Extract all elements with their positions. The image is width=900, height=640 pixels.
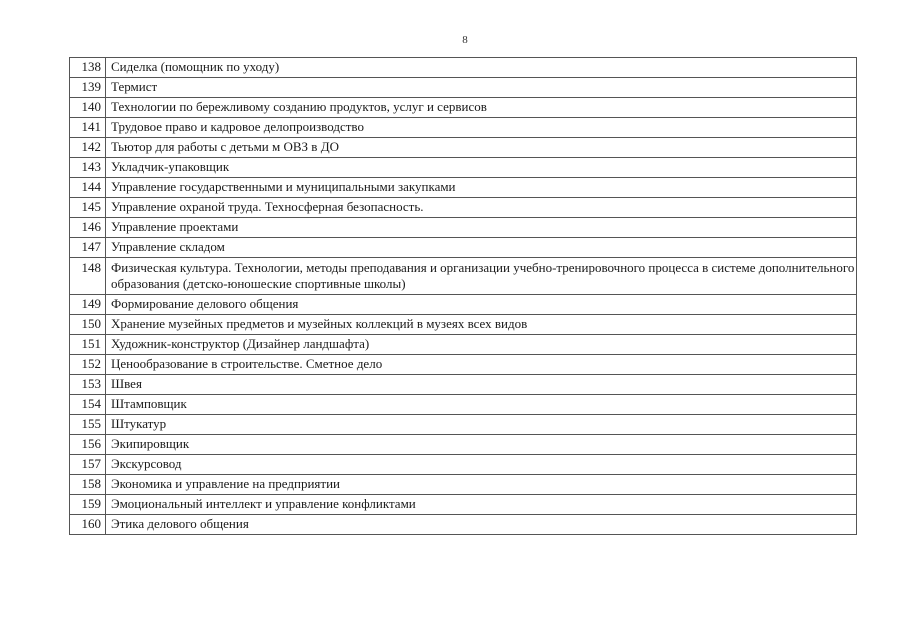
table-row <box>70 138 857 158</box>
row-title: Ценообразование в строительстве. Сметное дело <box>106 355 857 375</box>
row-title: Штукатур <box>106 415 857 435</box>
row-title: Управление государственными и муниципальными закупками <box>106 178 857 198</box>
table-row <box>70 98 857 118</box>
row-title: Хранение музейных предметов и музейных коллекций в музеях всех видов <box>106 315 857 335</box>
row-number: 145 <box>70 198 106 218</box>
row-number: 150 <box>70 315 106 335</box>
table-row <box>70 158 857 178</box>
row-number: 139 <box>70 78 106 98</box>
row-title: Штамповщик <box>106 395 857 415</box>
table-row <box>70 178 857 198</box>
table-row <box>70 198 857 218</box>
row-title: Сиделка (помощник по уходу) <box>106 58 857 78</box>
row-number: 148 <box>70 258 106 295</box>
table-row <box>70 375 857 395</box>
row-title: Технологии по бережливому созданию продуктов, услуг и сервисов <box>106 98 857 118</box>
row-number: 144 <box>70 178 106 198</box>
row-title: Трудовое право и кадровое делопроизводство <box>106 118 857 138</box>
row-number: 159 <box>70 495 106 515</box>
row-number: 146 <box>70 218 106 238</box>
table-row <box>70 258 857 295</box>
row-number: 156 <box>70 435 106 455</box>
row-number: 154 <box>70 395 106 415</box>
table-row <box>70 455 857 475</box>
row-title: Физическая культура. Технологии, методы преподавания и организации учебно-тренировочного процесса в системе дополнительного образования (детско-юношеские спортивные школы) <box>106 258 857 295</box>
course-table-body <box>70 58 857 535</box>
row-title: Художник-конструктор (Дизайнер ландшафта) <box>106 335 857 355</box>
row-title: Экономика и управление на предприятии <box>106 475 857 495</box>
row-title: Укладчик-упаковщик <box>106 158 857 178</box>
table-row <box>70 415 857 435</box>
row-number: 138 <box>70 58 106 78</box>
row-number: 160 <box>70 515 106 535</box>
row-number: 153 <box>70 375 106 395</box>
table-row <box>70 218 857 238</box>
table-row <box>70 435 857 455</box>
table-row <box>70 118 857 138</box>
page-number: 8 <box>462 34 468 46</box>
row-number: 140 <box>70 98 106 118</box>
row-title: Термист <box>106 78 857 98</box>
row-number: 158 <box>70 475 106 495</box>
course-table <box>69 57 857 535</box>
row-number: 152 <box>70 355 106 375</box>
row-title: Управление складом <box>106 238 857 258</box>
row-number: 143 <box>70 158 106 178</box>
table-row <box>70 315 857 335</box>
row-title: Этика делового общения <box>106 515 857 535</box>
row-title: Швея <box>106 375 857 395</box>
row-number: 157 <box>70 455 106 475</box>
row-title: Эмоциональный интеллект и управление конфликтами <box>106 495 857 515</box>
table-row <box>70 515 857 535</box>
row-title: Экипировщик <box>106 435 857 455</box>
row-title: Управление проектами <box>106 218 857 238</box>
table-row <box>70 475 857 495</box>
row-number: 149 <box>70 295 106 315</box>
row-number: 142 <box>70 138 106 158</box>
row-number: 147 <box>70 238 106 258</box>
row-title: Экскурсовод <box>106 455 857 475</box>
row-number: 141 <box>70 118 106 138</box>
table-row <box>70 295 857 315</box>
table-row <box>70 78 857 98</box>
table-row <box>70 238 857 258</box>
row-number: 155 <box>70 415 106 435</box>
table-row <box>70 355 857 375</box>
table-row <box>70 335 857 355</box>
row-number: 151 <box>70 335 106 355</box>
row-title: Формирование делового общения <box>106 295 857 315</box>
row-title: Тьютор для работы с детьми м ОВЗ в ДО <box>106 138 857 158</box>
row-title: Управление охраной труда. Техносферная безопасность. <box>106 198 857 218</box>
table-row <box>70 58 857 78</box>
table-row <box>70 495 857 515</box>
table-row <box>70 395 857 415</box>
